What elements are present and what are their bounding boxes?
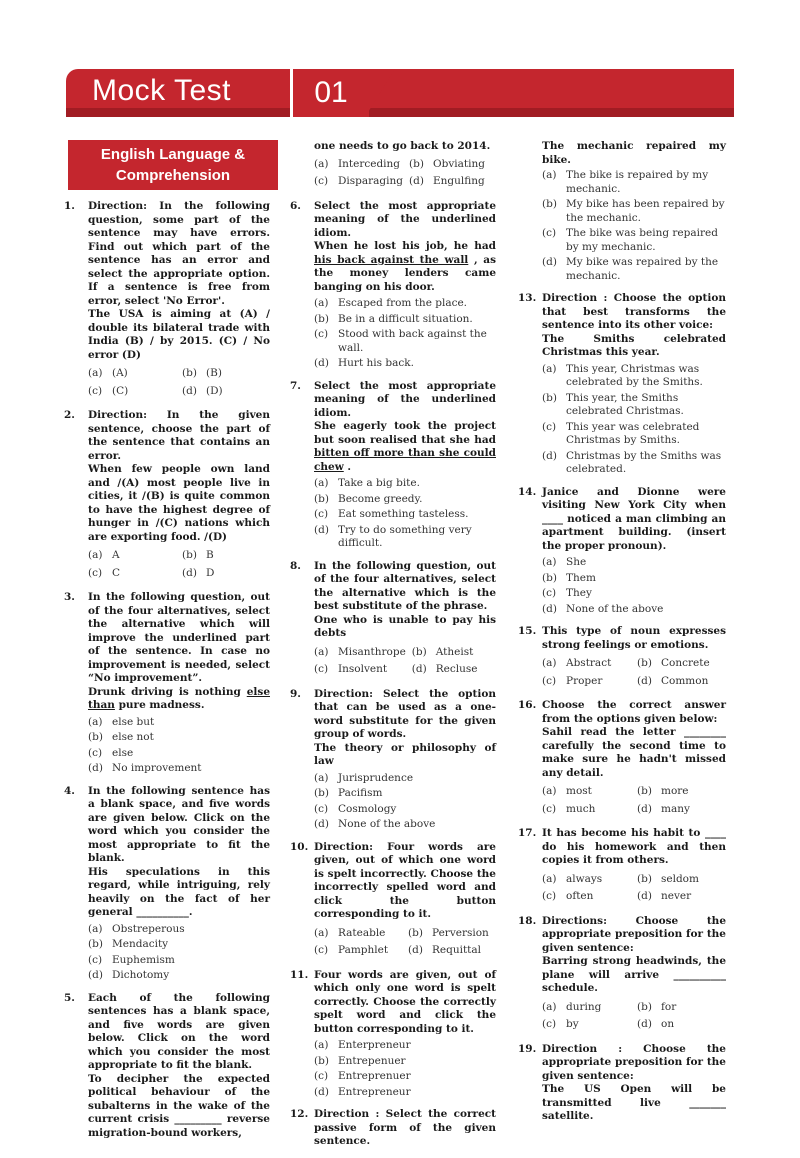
question-text: It has become his habit to ____ do his homework and then copies it from others. [542, 827, 726, 866]
options [88, 716, 270, 776]
option-d[interactable]: (d) D [182, 566, 215, 579]
options [88, 547, 270, 582]
question-13 [518, 292, 726, 477]
option-b[interactable]: (b) My bike has been repaired by the mechanic. [542, 198, 725, 224]
question-10 [290, 841, 496, 960]
option-a[interactable]: (a) Rateable [314, 926, 386, 939]
question-text: In the following question, out of the four alternatives, select the alternative which is the best substitute of the phrase. [314, 559, 496, 612]
option-c[interactable]: (c) Insolvent [314, 663, 388, 675]
option-a[interactable]: (a) Jurisprudence [314, 771, 414, 784]
question-14 [518, 486, 726, 617]
question-7 [290, 380, 496, 551]
option-a[interactable]: (a) Misanthrope [314, 645, 406, 658]
question-15 [518, 625, 726, 690]
options [314, 477, 496, 551]
question-sentence: The theory or philosophy of law [314, 741, 496, 767]
option-a[interactable]: (a) Enterpreneur [314, 1039, 411, 1051]
options [88, 923, 270, 983]
options [542, 999, 726, 1034]
question-text: Direction: Select the option that can be used as a one-word substitute for the given group of words. [314, 687, 496, 740]
option-b[interactable]: (b) Become greedy. [314, 492, 423, 505]
option-c[interactable]: (c) (C) [88, 384, 129, 397]
option-d[interactable]: (d) No improvement [88, 762, 202, 774]
option-b[interactable]: (b) Mendacity [88, 938, 169, 950]
question-number: 13. [518, 292, 537, 304]
question-number: 10. [290, 840, 309, 853]
option-a[interactable]: (a) (A) [88, 367, 128, 379]
option-a[interactable]: (a) during [542, 1000, 602, 1013]
option-a[interactable]: (a) This year, Christmas was celebrated by the Smiths. [542, 362, 703, 388]
column-1 [64, 200, 270, 1149]
question-number: 18. [518, 914, 537, 927]
option-b[interactable]: (b) Perversion [408, 926, 489, 939]
question-text: Each of the following sentences has a blank space, and five words are given below. Click on the word which you consider the most appropriate to fit the blank. [88, 991, 270, 1071]
page-title: Mock Test [92, 74, 231, 107]
question-sentence: Barring strong headwinds, the plane will arrive __________ schedule. [542, 955, 726, 994]
question-12-continuation: The mechanic repaired my bike. [542, 140, 726, 166]
options [314, 156, 496, 191]
question-number: 6. [290, 199, 301, 212]
option-d[interactable]: (d) None of the above [542, 602, 664, 615]
question-number: 5. [64, 991, 75, 1004]
question-sentence: The US Open will be transmitted live _______ satellite. [542, 1083, 726, 1122]
section-title-box [68, 140, 278, 190]
question-16 [518, 699, 726, 818]
option-d[interactable]: (d) Hurt his back. [314, 357, 414, 369]
option-c[interactable]: (c) Euphemism [88, 953, 175, 966]
question-number: 12. [290, 1108, 309, 1120]
option-d[interactable]: (d) Engulfing [409, 175, 485, 187]
option-a[interactable]: (a) She [542, 556, 587, 568]
question-sentence: Sahil read the letter ________ carefully the second time to make sure he hadn't missed any detail. [542, 726, 726, 779]
option-b[interactable]: (b) seldom [637, 872, 699, 885]
options [314, 297, 496, 371]
section-title: English Language & Comprehension [100, 146, 246, 184]
question-6 [290, 200, 496, 371]
option-c[interactable]: (c) often [542, 890, 594, 902]
option-c[interactable]: (c) Proper [542, 674, 603, 687]
column-3 [518, 140, 726, 1133]
question-9 [290, 688, 496, 832]
question-number: 17. [518, 827, 537, 839]
option-d[interactable]: (d) Try to do something very difficult. [314, 523, 472, 549]
option-a[interactable]: (a) else but [88, 715, 155, 728]
question-text: This type of noun expresses strong feelings or emotions. [542, 625, 726, 651]
question-number: 11. [290, 968, 309, 981]
options [542, 169, 726, 283]
question-sentence: To decipher the expected political behaviour of the subalterns in the wake of the current crisis _________ reverse migration-bound workers, [88, 1072, 270, 1139]
options [314, 1039, 496, 1099]
option-a[interactable]: (a) Escaped from the place. [314, 297, 468, 309]
question-sentence: She eagerly took the project but soon realised that she had bitten off more than she could chew . [314, 420, 496, 473]
question-5 [64, 992, 270, 1141]
option-c[interactable]: (c) The bike was being repaired by my mechanic. [542, 227, 718, 253]
option-d[interactable]: (d) never [637, 890, 692, 902]
option-b[interactable]: (b) (B) [182, 367, 222, 379]
question-11 [290, 969, 496, 1100]
question-text: Directions: Choose the appropriate preposition for the given sentence: [542, 914, 726, 954]
column-2 [290, 140, 496, 1158]
question-number: 8. [290, 559, 301, 572]
question-number: 16. [518, 699, 537, 711]
question-sentence: One who is unable to pay his debts [314, 613, 496, 639]
option-b[interactable]: (b) Atheist [411, 645, 474, 658]
option-b[interactable]: (b) Pacifism [314, 787, 383, 799]
option-a[interactable]: (a) Take a big bite. [314, 477, 420, 489]
test-number: 01 [290, 69, 369, 117]
option-d[interactable]: (d) Entrepreneur [314, 1085, 411, 1098]
options [314, 925, 496, 960]
option-d[interactable]: (d) many [637, 802, 690, 815]
options [542, 655, 726, 690]
option-b[interactable]: (b) This year, the Smiths celebrated Christmas. [542, 391, 684, 417]
option-d[interactable]: (d) Recluse [411, 663, 478, 675]
question-text: Four words are given, out of which only one word is spelt correctly. Choose the correctly spelt word and click the button corresponding to it. [314, 968, 496, 1035]
option-c[interactable]: (c) Stood with back against the wall. [314, 328, 487, 354]
header-banner-shadow [66, 108, 734, 117]
option-c[interactable]: (c) C [88, 566, 121, 579]
question-text: Direction : Select the correct passive form of the given sentence. [314, 1108, 496, 1147]
option-c[interactable]: (c) much [542, 802, 596, 815]
question-number: 7. [290, 379, 301, 392]
option-b[interactable]: (b) Entrepenuer [314, 1054, 406, 1067]
question-1 [64, 200, 270, 400]
option-c[interactable]: (c) This year was celebrated Christmas by Smiths. [542, 420, 700, 446]
option-c[interactable]: (c) Pamphlet [314, 944, 389, 956]
option-a[interactable]: (a) A [88, 549, 120, 561]
question-text: Direction : Choose the appropriate preposition for the given sentence: [542, 1042, 726, 1082]
question-number: 1. [64, 200, 75, 212]
option-a[interactable]: (a) Obstreperous [88, 922, 185, 935]
question-sentence: When few people own land and /(A) most people live in cities, it /(B) is quite common to have the highest degree of hunger in /(C) nations which are exporting food. /(D) [88, 463, 270, 543]
options [542, 556, 726, 616]
underlined-phrase: bitten off more than she could chew [314, 447, 496, 473]
option-b[interactable]: (b) Them [542, 571, 596, 584]
option-d[interactable]: (d) on [637, 1018, 675, 1030]
option-d[interactable]: (d) Dichotomy [88, 969, 170, 981]
option-c[interactable]: (c) else [88, 746, 134, 759]
question-number: 4. [64, 784, 75, 797]
question-sentence: When he lost his job, he had his back against the wall , as the money lenders came banging on his door. [314, 240, 496, 293]
option-b[interactable]: (b) Concrete [637, 657, 710, 669]
option-a[interactable]: (a) most [542, 785, 592, 797]
question-2 [64, 409, 270, 582]
option-a[interactable]: (a) The bike is repaired by my mechanic. [542, 169, 709, 195]
underlined-phrase: else than [88, 685, 270, 711]
option-a[interactable]: (a) Abstract [542, 657, 612, 669]
option-a[interactable]: (a) always [542, 872, 603, 885]
options [542, 363, 726, 477]
question-8 [290, 560, 496, 679]
option-d[interactable]: (d) (D) [182, 384, 223, 397]
option-c[interactable]: (c) They [542, 587, 592, 599]
options [314, 644, 496, 679]
question-number: 9. [290, 687, 301, 700]
question-text: Select the most appropriate meaning of the underlined idiom. [314, 199, 496, 239]
question-number: 3. [64, 591, 75, 603]
question-text: Janice and Dionne were visiting New York City when ____ noticed a man climbing an apartment building. (insert the proper pronoun). [542, 485, 726, 552]
header-notch [365, 69, 395, 117]
options [88, 365, 270, 400]
option-d[interactable]: (d) My bike was repaired by the mechanic. [542, 256, 719, 282]
question-number: 2. [64, 409, 75, 421]
question-5-continuation: one needs to go back to 2014. [314, 140, 491, 152]
question-sentence: The Smiths celebrated Christmas this year. [542, 332, 726, 358]
question-17 [518, 827, 726, 906]
option-b[interactable]: (b) Obviating [409, 157, 485, 170]
question-19 [518, 1043, 726, 1124]
option-d[interactable]: (d) None of the above [314, 818, 436, 830]
question-sentence: The USA is aiming at (A) / double its bilateral trade with India (B) / by 2015. (C) / No error (D) [88, 308, 270, 361]
options [542, 871, 726, 906]
question-18 [518, 915, 726, 1034]
question-4 [64, 785, 270, 983]
option-c[interactable]: (c) Disparaging [314, 175, 403, 187]
question-text: In the following question, out of the four alternatives, select the alternative which will improve the underlined part of the sentence. In case no improvement is needed, select “No improvement”. [88, 591, 270, 684]
options [314, 772, 496, 832]
option-b[interactable]: (b) Be in a difficult situation. [314, 312, 473, 325]
option-b[interactable]: (b) B [182, 549, 214, 561]
question-12 [290, 1108, 496, 1149]
option-d[interactable]: (d) Requittal [408, 944, 482, 956]
option-a[interactable]: (a) Interceding [314, 157, 401, 170]
question-number: 14. [518, 485, 537, 498]
question-3 [64, 591, 270, 776]
question-text: Direction: Four words are given, out of which one word is spelt incorrectly. Choose the incorrectly spelled word and click the button corresponding to it. [314, 840, 496, 920]
question-number: 19. [518, 1042, 537, 1055]
question-text: Choose the correct answer from the options given below: [542, 699, 726, 725]
option-b[interactable]: (b) else not [88, 731, 154, 743]
option-c[interactable]: (c) Eat something tasteless. [314, 508, 469, 520]
question-number: 15. [518, 625, 537, 637]
option-c[interactable]: (c) by [542, 1018, 579, 1030]
question-sentence: Drunk driving is nothing else than pure madness. [88, 685, 270, 711]
question-text: Direction: In the following question, some part of the sentence may have errors. Find out which part of the sentence has an error and select the appropriate option. If a sentence is free from error, select 'No Error'. [88, 200, 270, 307]
question-text: Direction: In the given sentence, choose the part of the sentence that contains an error. [88, 409, 270, 462]
question-text: Select the most appropriate meaning of the underlined idiom. [314, 379, 496, 419]
question-text: Direction : Choose the option that best transforms the sentence into its other voice: [542, 292, 726, 331]
underlined-phrase: his back against the wall [314, 253, 469, 266]
options [542, 783, 726, 818]
option-c[interactable]: (c) Entreprenuer [314, 1070, 411, 1082]
question-12-options [518, 169, 726, 283]
question-5-options [290, 156, 496, 191]
option-d[interactable]: (d) Common [637, 674, 709, 687]
option-c[interactable]: (c) Cosmology [314, 802, 397, 815]
question-text: In the following sentence has a blank space, and five words are given below. Click on the word which you consider the most appropriate to fit the blank. [88, 784, 270, 864]
option-d[interactable]: (d) Christmas by the Smiths was celebrated. [542, 449, 722, 475]
option-b[interactable]: (b) more [637, 785, 689, 797]
question-sentence: His speculations in this regard, while intriguing, rely heavily on the fact of her general __________. [88, 865, 270, 918]
option-b[interactable]: (b) for [637, 1000, 677, 1013]
